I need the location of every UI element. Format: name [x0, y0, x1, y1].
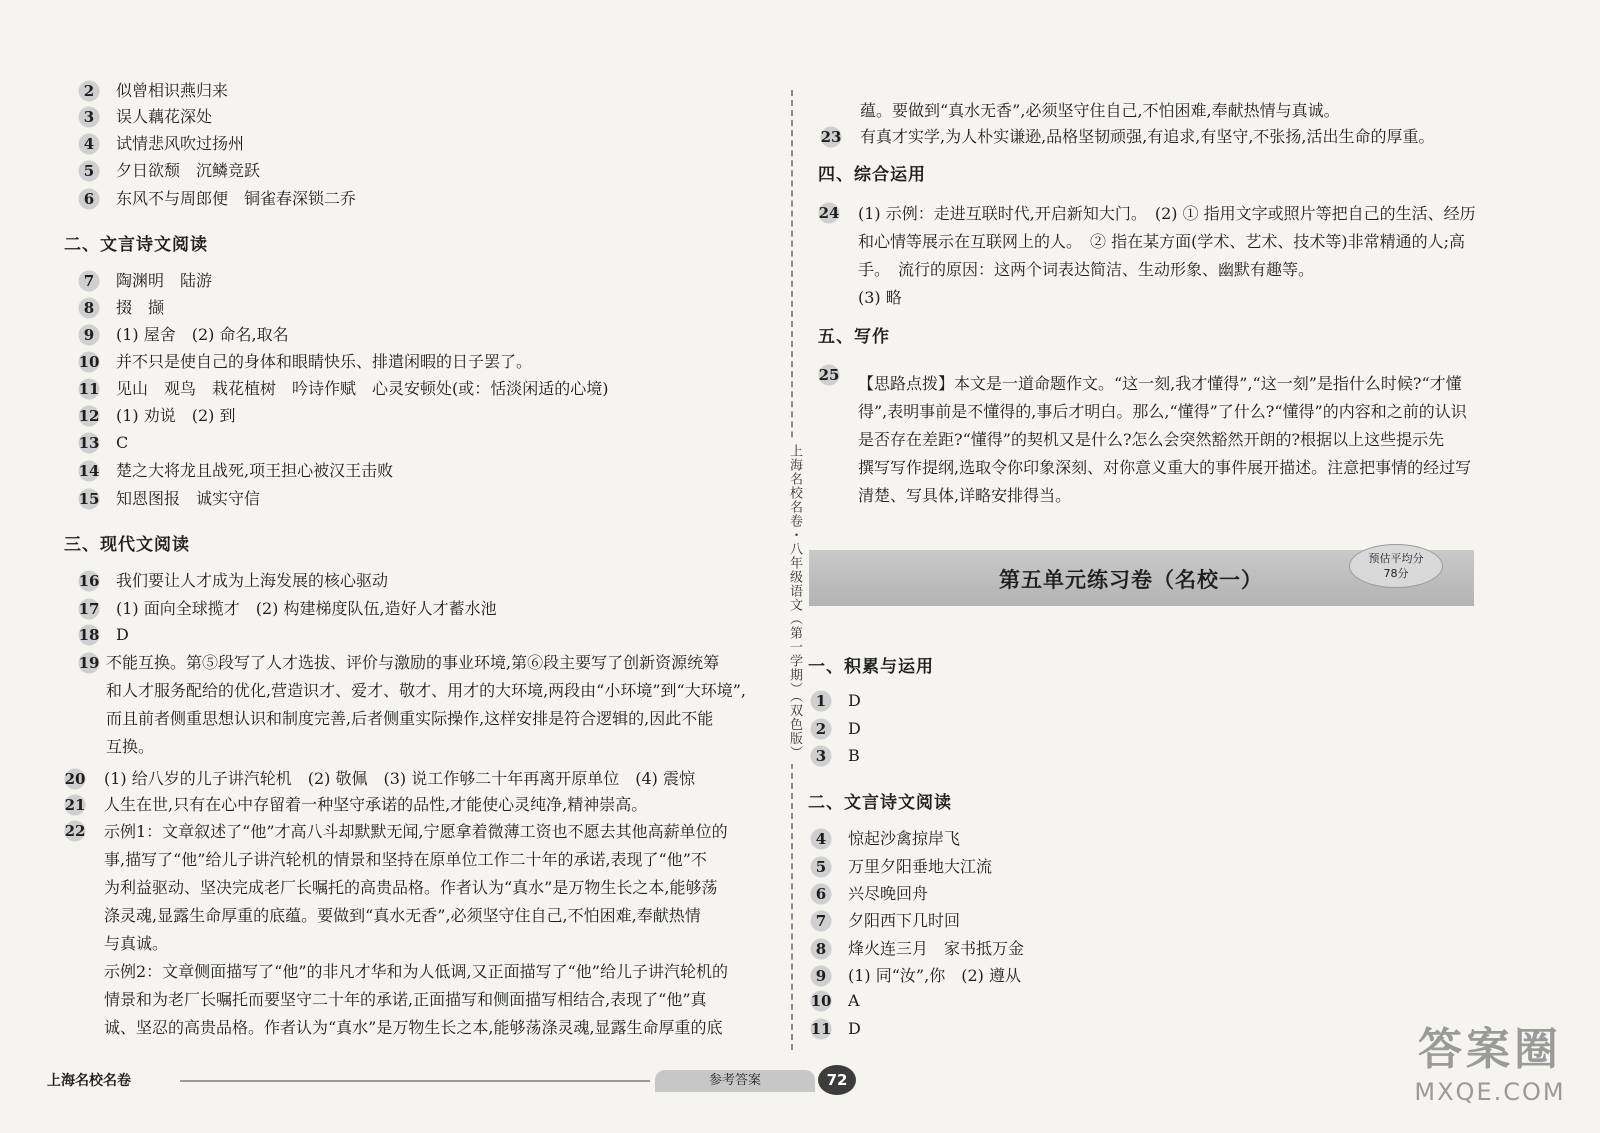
answer-text: D [848, 691, 861, 710]
question-number: 1 [808, 690, 834, 712]
question-number: 11 [76, 378, 102, 400]
answer-text: 夕日欲颓 沉鳞竞跃 [116, 161, 261, 180]
answer-line: (1) 示例：走进互联时代,开启新知大门。 (2) ① 指用文字或照片等把自己的生活、经历 [858, 204, 1476, 223]
answer-text: 烽火连三月 家书抵万金 [848, 939, 1025, 958]
question-number: 9 [808, 965, 834, 987]
question-number: 2 [76, 80, 102, 102]
answer-line: 撰写写作提纲,选取令你印象深刻、对你意义重大的事件展开描述。注意把事情的经过写 [858, 458, 1472, 477]
question-number: 15 [76, 488, 102, 510]
question-number: 21 [62, 794, 88, 816]
question-number: 11 [808, 1018, 834, 1040]
answer-line: 手。 流行的原因：这两个词表达简洁、生动形象、幽默有趣等。 [858, 260, 1315, 279]
question-number: 5 [808, 856, 834, 878]
badge-score: 78分 [1383, 567, 1409, 580]
question-number: 18 [76, 624, 102, 646]
watermark-logo-text: 答案圈 [1418, 1024, 1562, 1075]
answer-text: A [848, 991, 860, 1010]
badge-label: 预估平均分 [1368, 552, 1424, 565]
section-heading: 三、现代文阅读 [64, 535, 190, 555]
answer-text: D [848, 719, 861, 738]
answer-text: 掇 撷 [116, 298, 165, 317]
answer-paragraph [858, 370, 1471, 510]
answer-line: 为利益驱动、坚决完成老厂长嘱托的高贵品格。作者认为“真水”是万物生长之本,能够荡 [104, 878, 718, 897]
answer-line: 示例1：文章叙述了“他”才高八斗却默默无闻,宁愿拿着微薄工资也不愿去其他高薪单位的 [104, 822, 728, 841]
unit-banner [809, 550, 1474, 606]
question-number: 6 [808, 883, 834, 905]
footer-rule [180, 1080, 650, 1082]
answer-paragraph [104, 818, 728, 1042]
left-page [0, 0, 790, 1133]
answer-line: 诚、坚忍的高贵品格。作者认为“真水”是万物生长之本,能够荡涤灵魂,显露生命厚重的底 [104, 1018, 723, 1037]
question-number: 3 [808, 745, 834, 767]
answer-text: 万里夕阳垂地大江流 [848, 857, 993, 876]
question-number: 3 [76, 106, 102, 128]
answer-text: 东风不与周郎便 铜雀春深锁二乔 [116, 189, 357, 208]
question-number: 4 [808, 828, 834, 850]
answer-text: 人生在世,只有在心中存留着一种坚守承诺的品性,才能使心灵纯净,精神崇高。 [104, 795, 648, 814]
answer-line: 涤灵魂,显露生命厚重的底蕴。要做到“真水无香”,必须坚守住自己,不怕困难,奉献热情 [104, 906, 701, 925]
answer-text: D [848, 1019, 861, 1038]
spine-title: 上海名校名卷・八年级语文（第一学期）（双色版） [785, 440, 804, 764]
question-number: 10 [76, 351, 102, 373]
answer-line: (3) 略 [858, 288, 902, 307]
answer-text: 夕阳西下几时回 [848, 911, 961, 930]
question-number: 12 [76, 405, 102, 427]
answer-text: (1) 劝说 (2) 到 [116, 406, 236, 425]
footer-brand: 上海名校名卷 [47, 1073, 131, 1089]
answer-text: 并不只是使自己的身体和眼睛快乐、排遣闲暇的日子罢了。 [116, 352, 533, 371]
average-score-badge [1349, 544, 1443, 588]
answer-text: 楚之大将龙且战死,项王担心被汉王击败 [116, 461, 394, 480]
section-heading: 二、文言诗文阅读 [808, 793, 952, 813]
answer-line: 互换。 [106, 737, 155, 756]
question-number: 9 [76, 324, 102, 346]
section-heading: 四、综合运用 [818, 165, 926, 185]
answer-text: D [116, 625, 129, 644]
answer-line: 而且前者侧重思想认识和制度完善,后者侧重实际操作,这样安排是符合逻辑的,因此不能 [106, 709, 714, 728]
section-heading: 二、文言诗文阅读 [64, 235, 208, 255]
question-number: 5 [76, 160, 102, 182]
answer-line: 和心情等展示在互联网上的人。 ② 指在某方面(学术、艺术、技术等)非常精通的人;高 [858, 232, 1465, 251]
answer-text: 兴尽晚回舟 [848, 884, 929, 903]
answer-line: 事,描写了“他”给儿子讲汽轮机的情景和坚持在原单位工作二十年的承诺,表现了“他”不 [104, 850, 707, 869]
question-number: 25 [816, 364, 842, 386]
answer-text: (1) 同“汝”,你 (2) 遵从 [848, 966, 1021, 985]
question-number: 7 [76, 270, 102, 292]
question-number: 8 [808, 938, 834, 960]
answer-text: 试情悲风吹过扬州 [116, 134, 245, 153]
page-number: 72 [818, 1065, 856, 1095]
site-watermark [1400, 1022, 1580, 1122]
question-number: 6 [76, 188, 102, 210]
question-number: 10 [808, 990, 834, 1012]
unit-title: 第五单元练习卷（名校一） [999, 568, 1263, 592]
question-number: 19 [76, 652, 102, 674]
answer-line: 与真诚。 [104, 934, 169, 953]
answer-line: 情景和为老厂长嘱托而要坚守二十年的承诺,正面描写和侧面描写相结合,表现了“他”真 [104, 990, 707, 1009]
watermark-url: MXQE.COM [1414, 1078, 1566, 1106]
answer-text: (1) 给八岁的儿子讲汽轮机 (2) 敬佩 (3) 说工作够二十年再离开原单位 (4) 震惊 [104, 769, 696, 788]
answer-line: 是否存在差距?“懂得”的契机又是什么?怎么会突然豁然开朗的?根据以上这些提示先 [858, 430, 1445, 449]
question-number: 23 [818, 126, 844, 148]
answer-line: 【思路点拨】本文是一道命题作文。“这一刻,我才懂得”,“这一刻”是指什么时候?“才懂 [858, 374, 1462, 393]
question-number: 24 [816, 202, 842, 224]
answer-text: 有真才实学,为人朴实谦逊,品格坚韧顽强,有追求,有坚守,不张扬,活出生命的厚重。 [860, 127, 1435, 146]
question-number: 13 [76, 432, 102, 454]
answer-line: 清楚、写具体,详略安排得当。 [858, 486, 1072, 505]
answer-line: 和人才服务配给的优化,营造识才、爱才、敬才、用才的大环境,两段由“小环境”到“大环境”, [106, 681, 746, 700]
section-heading: 一、积累与运用 [808, 657, 934, 677]
answer-text: 见山 观鸟 栽花植树 吟诗作赋 心灵安顿处(或：恬淡闲适的心境) [116, 379, 609, 398]
answer-text: 惊起沙禽掠岸飞 [848, 829, 961, 848]
question-number: 7 [808, 910, 834, 932]
question-number: 17 [76, 598, 102, 620]
answer-line: 示例2：文章侧面描写了“他”的非凡才华和为人低调,又正面描写了“他”给儿子讲汽轮机的 [104, 962, 728, 981]
question-number: 4 [76, 133, 102, 155]
answer-text: 蕴。要做到“真水无香”,必须坚守住自己,不怕困难,奉献热情与真诚。 [860, 101, 1340, 120]
question-number: 2 [808, 718, 834, 740]
right-page [800, 0, 1600, 1133]
answer-text: 我们要让人才成为上海发展的核心驱动 [116, 571, 389, 590]
question-number: 20 [62, 768, 88, 790]
question-number: 16 [76, 570, 102, 592]
answer-text: 知恩图报 诚实守信 [116, 489, 261, 508]
question-number: 8 [76, 297, 102, 319]
answer-text: B [848, 746, 860, 765]
section-heading: 五、写作 [818, 327, 890, 347]
answer-line: 得”,表明事前是不懂得的,事后才明白。那么,“懂得”了什么?“懂得”的内容和之前的认识 [858, 402, 1467, 421]
answer-text: 误人藕花深处 [116, 107, 213, 126]
answer-text: C [116, 433, 129, 452]
answer-text: (1) 屋舍 (2) 命名,取名 [116, 325, 289, 344]
footer-section-tab: 参考答案 [655, 1070, 815, 1092]
question-number: 14 [76, 460, 102, 482]
answer-paragraph [106, 649, 746, 761]
answer-line: 不能互换。第⑤段写了人才选拔、评价与激励的事业环境,第⑥段主要写了创新资源统筹 [106, 653, 720, 672]
answer-text: (1) 面向全球揽才 (2) 构建梯度队伍,造好人才蓄水池 [116, 599, 497, 618]
question-number: 22 [62, 820, 88, 842]
answer-paragraph [858, 200, 1476, 312]
answer-text: 陶渊明 陆游 [116, 271, 213, 290]
answer-text: 似曾相识燕归来 [116, 81, 229, 100]
